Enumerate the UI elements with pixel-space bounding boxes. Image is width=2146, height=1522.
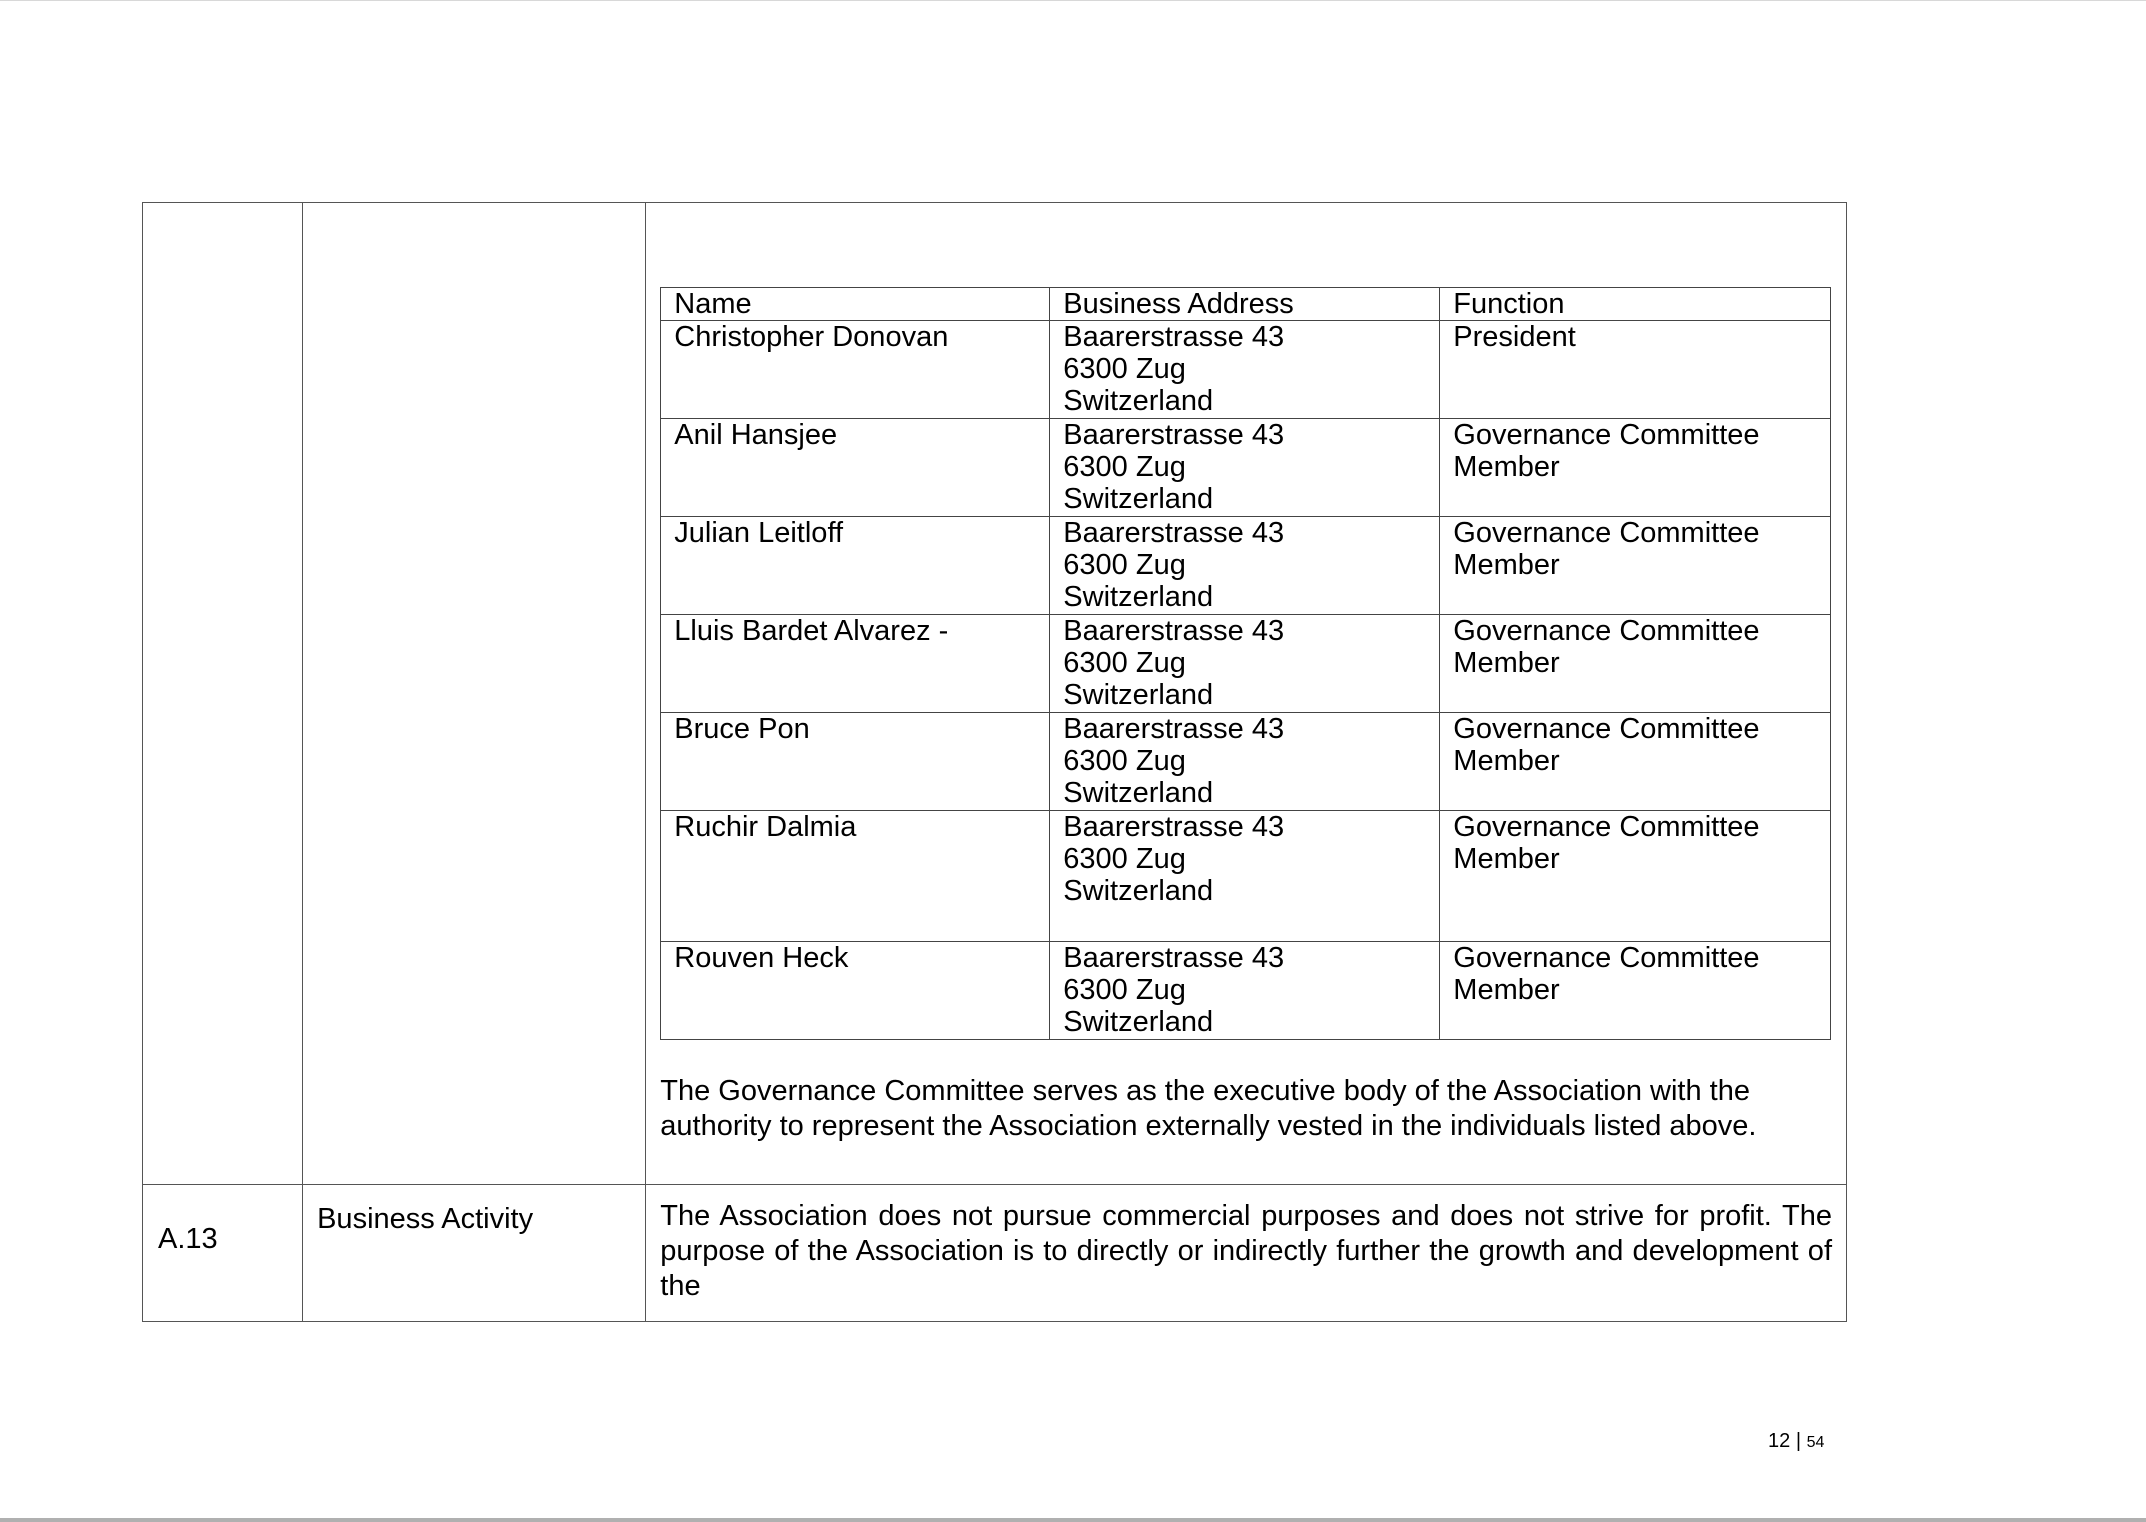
member-name: Christopher Donovan: [661, 321, 1050, 419]
table-row: [661, 942, 1831, 1040]
address-line: Switzerland: [1063, 581, 1214, 613]
page-current: 12: [1768, 1430, 1791, 1452]
address-line: 6300 Zug: [1063, 745, 1186, 777]
address-line: Baarerstrasse 43: [1063, 811, 1285, 843]
header-name: Name: [661, 288, 1050, 321]
address-line: 6300 Zug: [1063, 353, 1186, 385]
member-function: Governance Committee Member: [1440, 942, 1831, 1040]
address-line: Switzerland: [1063, 483, 1214, 515]
table-row: [661, 713, 1831, 811]
address-line: Switzerland: [1063, 777, 1214, 809]
address-line: 6300 Zug: [1063, 451, 1186, 483]
governance-members-table: [660, 287, 1831, 1040]
address-line: 6300 Zug: [1063, 549, 1186, 581]
member-address: [1050, 811, 1440, 942]
member-name: Ruchir Dalmia: [661, 811, 1050, 942]
member-function: Governance Committee Member: [1440, 811, 1831, 942]
member-address: [1050, 615, 1440, 713]
member-address: [1050, 713, 1440, 811]
section-content-cell: [646, 203, 1847, 1185]
address-line: 6300 Zug: [1063, 647, 1186, 679]
table-header-row: [661, 288, 1831, 321]
address-line: Switzerland: [1063, 385, 1214, 417]
member-function: Governance Committee Member: [1440, 713, 1831, 811]
table-row-governance: [143, 203, 1847, 1185]
member-function: Governance Committee Member: [1440, 419, 1831, 517]
address-line: Baarerstrasse 43: [1063, 615, 1285, 647]
table-row: [661, 419, 1831, 517]
member-address: [1050, 517, 1440, 615]
address-line: Baarerstrasse 43: [1063, 419, 1285, 451]
table-row: [661, 615, 1831, 713]
table-row: [661, 517, 1831, 615]
member-function: President: [1440, 321, 1831, 419]
member-function: Governance Committee Member: [1440, 517, 1831, 615]
governance-note: The Governance Committee serves as the executive body of the Association with the authority to represent the Association externally vested in the individuals listed above.: [660, 1075, 1757, 1142]
table-row: [661, 811, 1831, 942]
table-row: [661, 321, 1831, 419]
section-text: The Association does not pursue commercial purposes and does not strive for profit. The purpose of the Association is to directly or indirectly further the growth and development of the: [646, 1185, 1847, 1322]
member-name: Anil Hansjee: [661, 419, 1050, 517]
section-id-cell: [143, 203, 303, 1185]
section-label: Business Activity: [303, 1185, 646, 1322]
member-name: Rouven Heck: [661, 942, 1050, 1040]
header-business-address: Business Address: [1050, 288, 1440, 321]
page-bottom-border: [0, 1518, 2146, 1522]
address-line: Baarerstrasse 43: [1063, 713, 1285, 745]
section-id: A.13: [143, 1185, 303, 1322]
member-address: [1050, 321, 1440, 419]
address-line: 6300 Zug: [1063, 843, 1186, 875]
member-name: Lluis Bardet Alvarez -: [661, 615, 1050, 713]
address-line: Switzerland: [1063, 679, 1214, 711]
page-separator: |: [1795, 1430, 1802, 1452]
page-number: [1768, 1430, 1824, 1453]
address-line: 6300 Zug: [1063, 974, 1186, 1006]
member-address: [1050, 419, 1440, 517]
member-address: [1050, 942, 1440, 1040]
member-name: Bruce Pon: [661, 713, 1050, 811]
page-top-border: [0, 0, 2146, 1]
page-total: 54: [1806, 1434, 1825, 1451]
section-label-cell: [303, 203, 646, 1185]
address-line: Baarerstrasse 43: [1063, 517, 1285, 549]
header-function: Function: [1440, 288, 1831, 321]
table-row-a13: [143, 1185, 1847, 1322]
address-line: Switzerland: [1063, 875, 1214, 907]
address-line: Switzerland: [1063, 1006, 1214, 1038]
member-name: Julian Leitloff: [661, 517, 1050, 615]
member-function: Governance Committee Member: [1440, 615, 1831, 713]
document-table: [142, 202, 1847, 1322]
address-line: Baarerstrasse 43: [1063, 942, 1285, 974]
address-line: Baarerstrasse 43: [1063, 321, 1285, 353]
